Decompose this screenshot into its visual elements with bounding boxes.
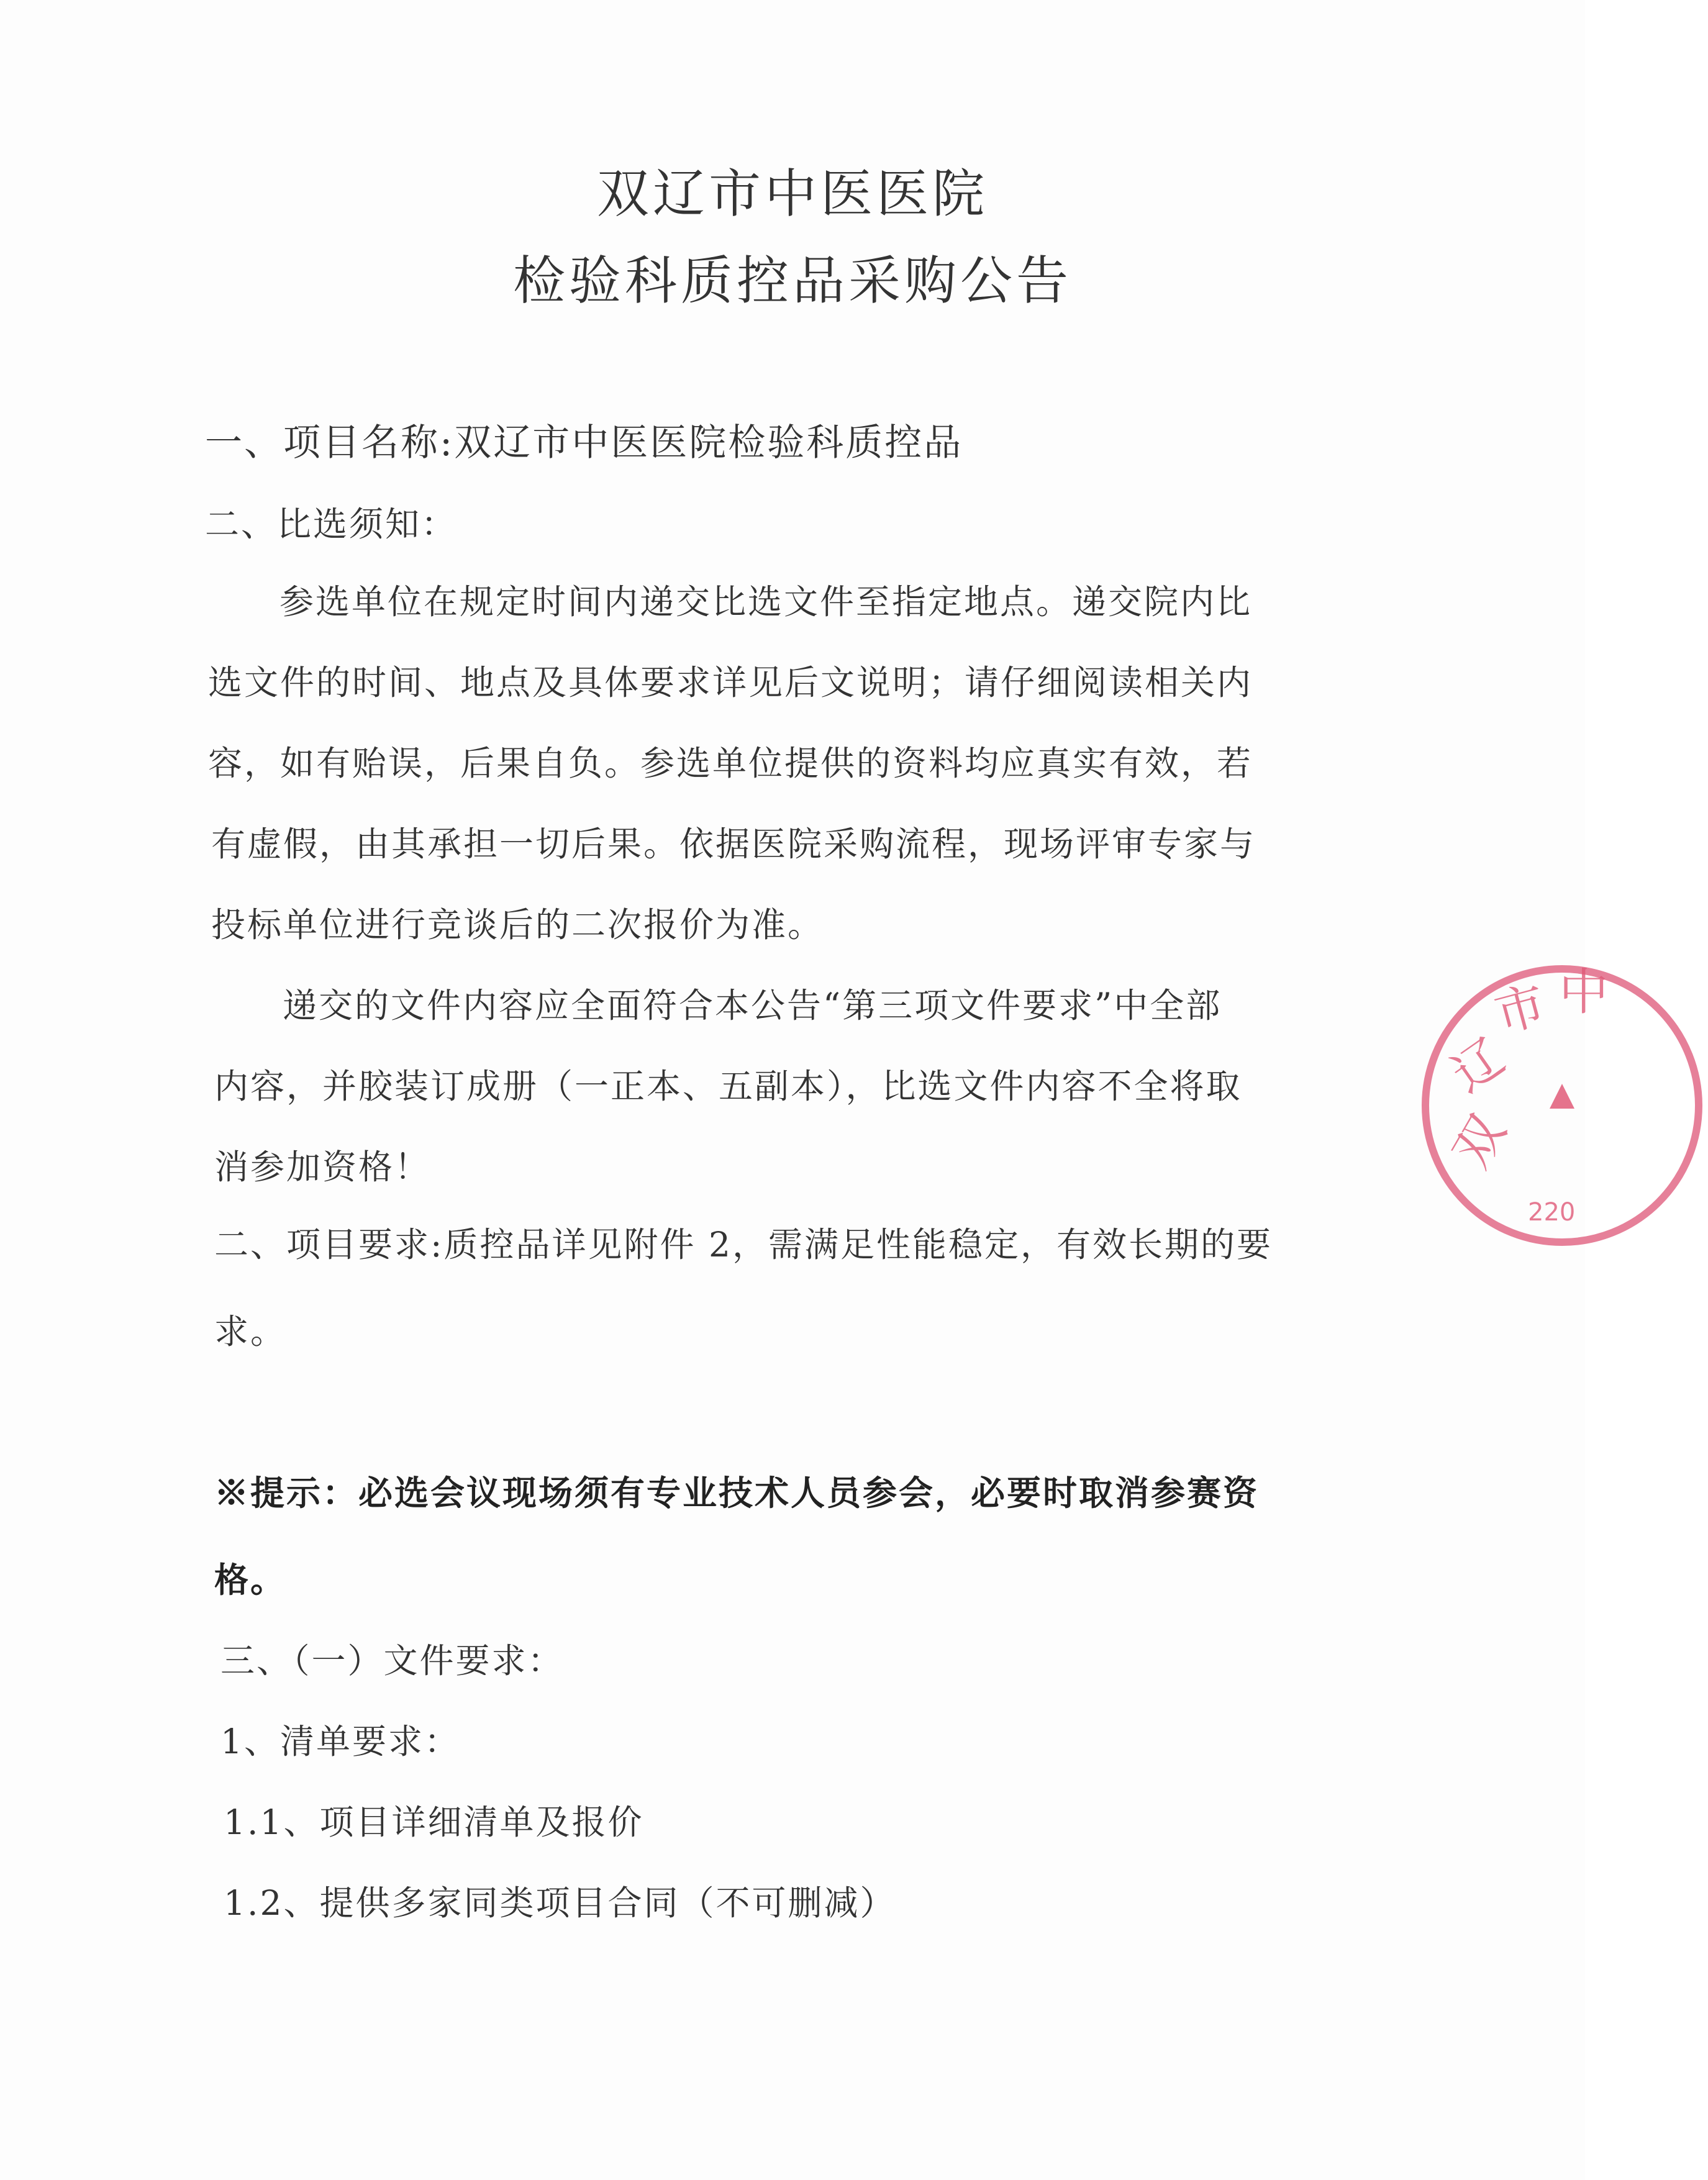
section-document-requirements: 三、（一）文件要求：: [220, 1641, 564, 1681]
paragraph-line: 有虚假，由其承担一切后果。依据医院采购流程，现场评审专家与: [211, 824, 1256, 864]
paragraph-line: 求。: [214, 1312, 287, 1351]
paragraph-line: 消参加资格！: [214, 1147, 431, 1187]
paragraph-line: 内容，并胶装订成册（一正本、五副本），比选文件内容不全将取: [214, 1066, 1242, 1106]
document-title-line-1: 双辽市中医医院: [596, 163, 988, 224]
red-seal-stamp: [1416, 960, 1708, 1251]
section-project-requirements: 二、项目要求:质控品详见附件 2，需满足性能稳定，有效长期的要: [214, 1225, 1273, 1265]
svg-text:双: 双: [1442, 1105, 1517, 1178]
notice-tip: ※提示：必选会议现场须有专业技术人员参会，必要时取消参赛资: [214, 1473, 1260, 1513]
section-project-name: 一、项目名称:双辽市中医医院检验科质控品: [205, 421, 963, 465]
paragraph-line: 容，如有贻误，后果自负。参选单位提供的资料均应真实有效，若: [208, 743, 1253, 783]
paragraph-line: 参选单位在规定时间内递交比选文件至指定地点。递交院内比: [279, 582, 1253, 622]
paragraph-line: 选文件的时间、地点及具体要求详见后文说明；请仔细阅读相关内: [208, 663, 1253, 702]
svg-text:市: 市: [1489, 974, 1552, 1044]
paragraph-line: 投标单位进行竞谈后的二次报价为准。: [211, 905, 824, 945]
document-title-line-2: 检验科质控品采购公告: [512, 250, 1072, 311]
section-bidding-notice-heading: 二、比选须知：: [205, 504, 458, 544]
svg-text:辽: 辽: [1441, 1027, 1515, 1104]
list-heading: 1、清单要求：: [220, 1722, 460, 1761]
paragraph-line: 递交的文件内容应全面符合本公告“第三项文件要求”中全部: [283, 986, 1222, 1025]
list-item: 1.1、项目详细清单及报价: [224, 1802, 644, 1842]
svg-text:220: 220: [1528, 1198, 1576, 1227]
svg-text:中: 中: [1559, 963, 1609, 1021]
notice-tip-continued: 格。: [214, 1560, 287, 1600]
list-item: 1.2、提供多家同类项目合同（不可删减）: [224, 1883, 896, 1923]
